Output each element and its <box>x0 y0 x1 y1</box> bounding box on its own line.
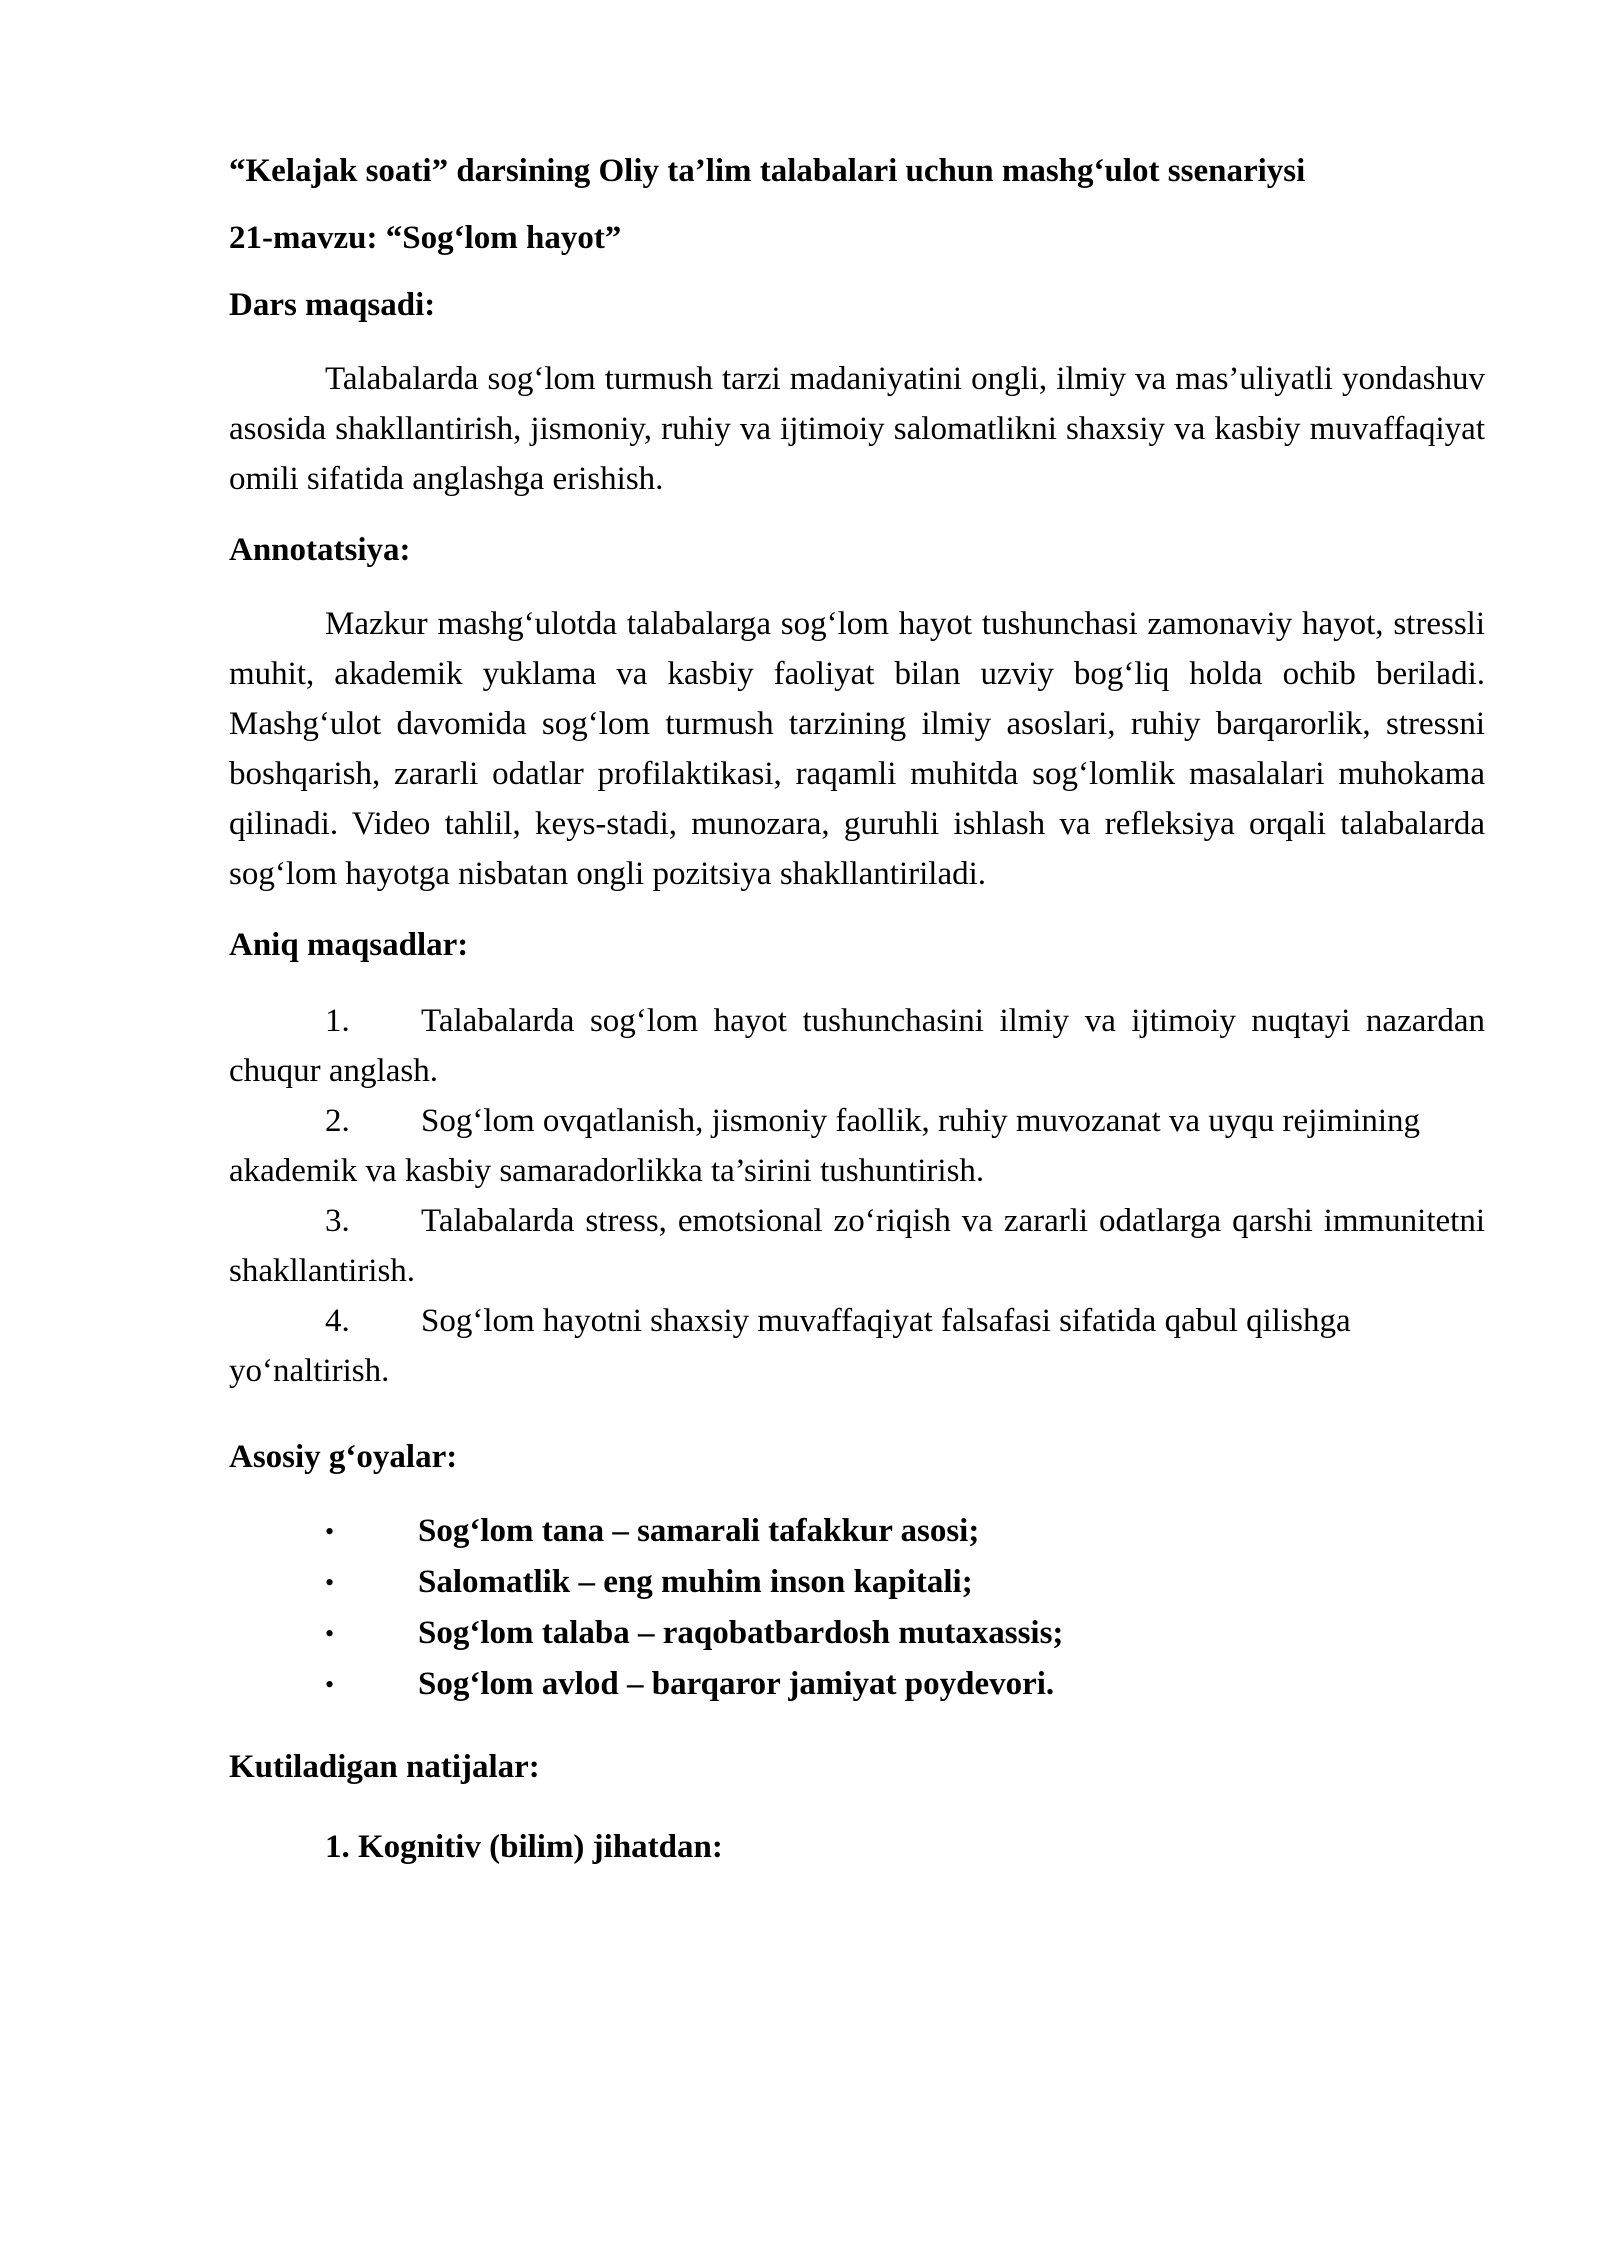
objective-text: Talabalarda sog‘lom hayot tushunchasini ilmiy va ijtimoiy nuqtayi nazardan chuqur anglash. <box>229 1003 1485 1089</box>
objective-text: Sog‘lom hayotni shaxsiy muvaffaqiyat falsafasi sifatida qabul qilishga yo‘naltirish. <box>229 1303 1351 1389</box>
objective-item <box>229 1096 1485 1196</box>
goal-heading: Dars maqsadi: <box>229 287 436 323</box>
objective-item <box>229 1296 1485 1396</box>
outcomes-heading: Kutiladigan natijalar: <box>229 1749 540 1785</box>
objective-number: 3. <box>325 1203 350 1239</box>
bullet-icon: • <box>325 1670 335 1699</box>
bullet-icon: • <box>325 1568 335 1597</box>
key-idea-text: Sog‘lom tana – samarali tafakkur asosi; <box>418 1513 980 1549</box>
topic-title: 21-mavzu: “Sog‘lom hayot” <box>229 220 622 256</box>
objective-text: Sog‘lom ovqatlanish, jismoniy faollik, ruhiy muvozanat va uyqu rejimining akademik va kasbiy samaradorlikka ta’sirini tushuntirish. <box>229 1103 1421 1189</box>
key-idea-item <box>229 1608 1485 1659</box>
goal-paragraph: Talabalarda sog‘lom turmush tarzi madaniyatini ongli, ilmiy va mas’uliyatli yondashuv asosida shakllantirish, jismoniy, ruhiy va ijtimoiy salomatlikni shaxsiy va kasbiy muvaffaqiyat omili sifatida anglashga erishish. <box>229 361 1485 497</box>
objective-number: 4. <box>325 1303 350 1339</box>
objective-number: 2. <box>325 1103 350 1139</box>
objectives-heading: Aniq maqsadlar: <box>229 927 469 963</box>
objectives-list <box>229 996 1485 1396</box>
key-idea-item <box>229 1659 1485 1710</box>
key-idea-text: Sog‘lom talaba – raqobatbardosh mutaxassis; <box>418 1615 1064 1651</box>
bullet-icon: • <box>325 1619 335 1648</box>
key-idea-text: Sog‘lom avlod – barqaror jamiyat poydevori. <box>418 1666 1055 1702</box>
bullet-icon: • <box>325 1517 335 1546</box>
key-idea-item <box>229 1506 1485 1557</box>
objective-text: Talabalarda stress, emotsional zo‘riqish va zararli odatlarga qarshi immunitetni shakllantirish. <box>229 1203 1485 1289</box>
key-ideas-list <box>229 1506 1485 1710</box>
key-idea-text: Salomatlik – eng muhim inson kapitali; <box>418 1564 973 1600</box>
outcomes-subheading: 1. Kognitiv (bilim) jihatdan: <box>325 1829 723 1865</box>
document-title: “Kelajak soati” darsining Oliy ta’lim talabalari uchun mashg‘ulot ssenariysi <box>229 153 1306 189</box>
objective-number: 1. <box>325 1003 350 1039</box>
key-ideas-heading: Asosiy g‘oyalar: <box>229 1439 458 1475</box>
annotation-paragraph: Mazkur mashg‘ulotda talabalarga sog‘lom hayot tushunchasi zamonaviy hayot, stressli muhit, akademik yuklama va kasbiy faoliyat bilan uzviy bog‘liq holda ochib beriladi. Mashg‘ulot davomida sog‘lom turmush tarzining ilmiy asoslari, ruhiy barqarorlik, stressni boshqarish, zararli odatlar profilaktikasi, raqamli muhitda sog‘lomlik masalalari muhokama qilinadi. Video tahlil, keys-stadi, munozara, guruhli ishlash va refleksiya orqali talabalarda sog‘lom hayotga nisbatan ongli pozitsiya shakllantiriladi. <box>229 606 1485 892</box>
objective-item <box>229 1196 1485 1296</box>
annotation-heading: Annotatsiya: <box>229 532 411 568</box>
document-page <box>229 150 1485 1868</box>
key-idea-item <box>229 1557 1485 1608</box>
objective-item <box>229 996 1485 1096</box>
